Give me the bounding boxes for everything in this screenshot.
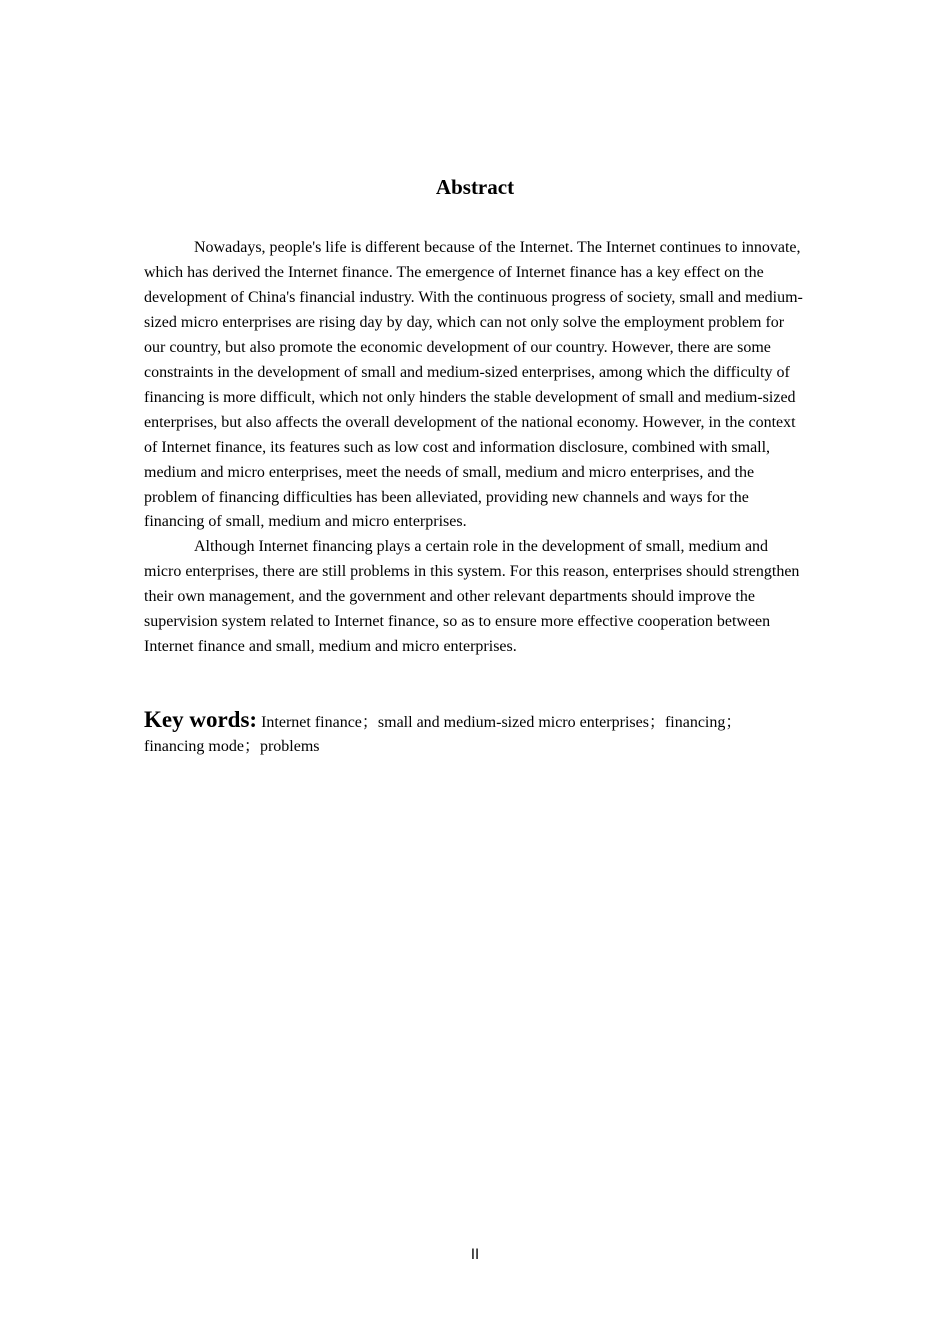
keywords-list: Internet finance；small and medium-sized micro enterprises；financing；financing mode；problems [144,714,742,755]
keywords-label: Key words: [144,707,258,732]
page-number: II [470,1247,480,1263]
abstract-body [144,236,806,660]
keywords-section [144,708,784,759]
abstract-paragraph-2: Although Internet financing plays a certain role in the development of small, medium and micro enterprises, there are still problems in this system. For this reason, enterprises should strengthen their own management, and the government and other relevant departments should improve the supervision system related to Internet finance, so as to ensure more effective cooperation between Internet finance and small, medium and micro enterprises. [144,538,800,656]
abstract-paragraph-1: Nowadays, people's life is different because of the Internet. The Internet continues to innovate, which has derived the Internet finance. The emergence of Internet finance has a key effect on the development of China's financial industry. With the continuous progress of society, small and medium-sized micro enterprises are rising day by day, which can not only solve the employment problem for our country, but also promote the economic development of our country. However, there are some constraints in the development of small and medium-sized enterprises, among which the difficulty of financing is more difficult, which not only hinders the stable development of small and medium-sized enterprises, but also affects the overall development of the national economy. However, in the context of Internet finance, its features such as low cost and information disclosure, combined with small, medium and micro enterprises, meet the needs of small, medium and micro enterprises, and the problem of financing difficulties has been alleviated, providing new channels and ways for the financing of small, medium and micro enterprises. [144,239,803,531]
page-title: Abstract [435,175,515,199]
